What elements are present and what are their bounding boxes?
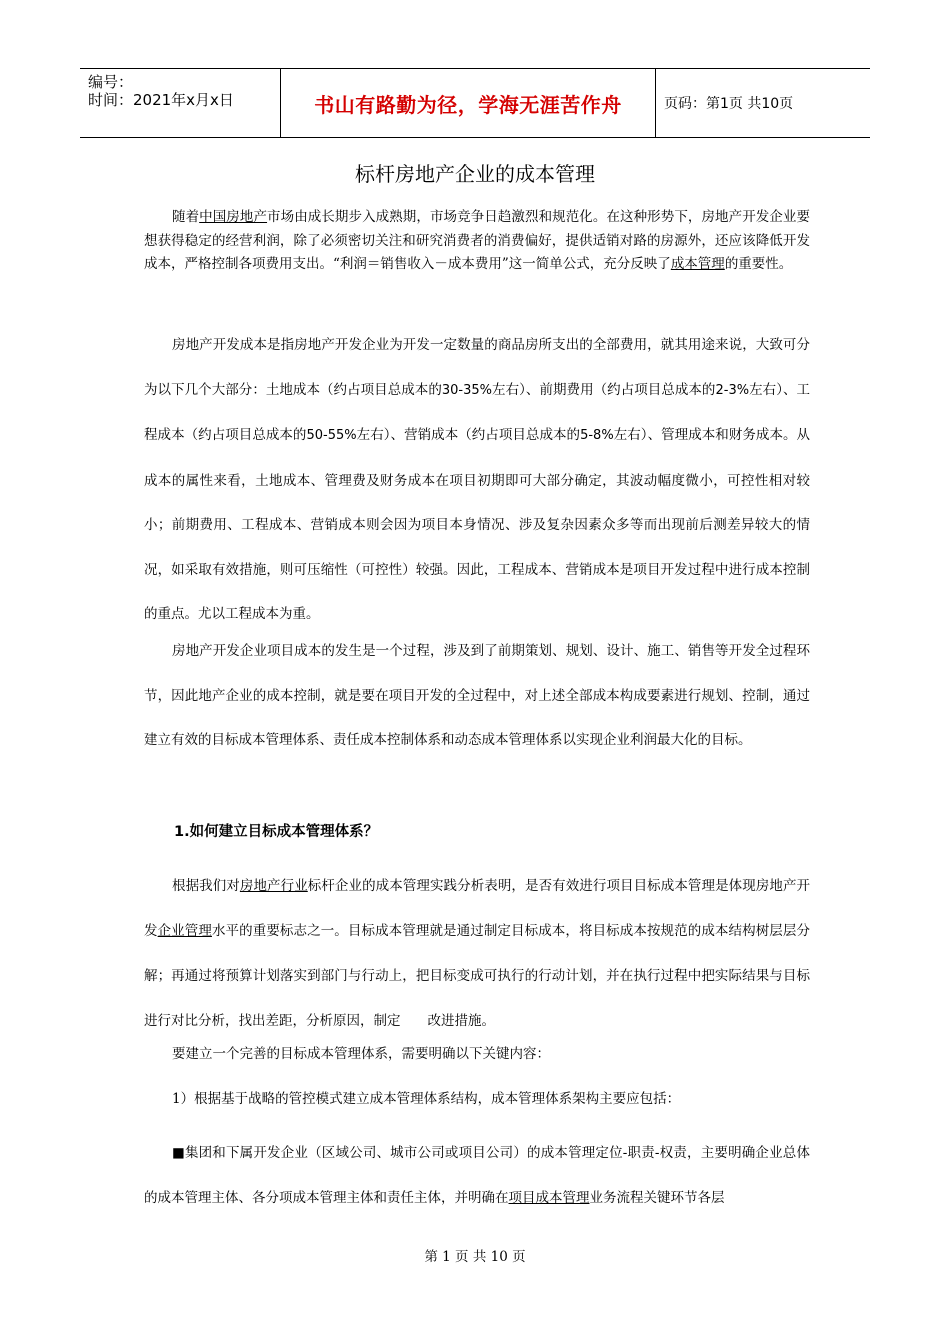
paragraph-target-cost xyxy=(144,864,810,1044)
link-cost-management[interactable]: 成本管理 xyxy=(670,256,725,272)
section-heading-1: 1.如何建立目标成本管理体系？ xyxy=(174,824,379,840)
percent-marketing: 5-8% xyxy=(580,428,614,443)
text-run: 水平的重要标志之一。目标成本管理就是通过制定目标成本，将目标成本按规范的成本结构树层层分解；再通过将预算计划落实到部门与行动上，把目标变成可执行的行动计划，并在执行过程中把实际结果与目标进行对比分析，找出差距，分析原因，制定 改进措施。 xyxy=(144,923,810,1029)
text-run: ■集团和下属开发企业（区域公司、城市公司或项目公司）的成本管理定位-职责-权责，主要明确企业总体的成本管理主体、各分项成本管理主体和责任主体，并明确在 xyxy=(144,1145,810,1206)
paragraph-cost-composition xyxy=(144,323,810,637)
link-real-estate-industry[interactable]: 房地产行业 xyxy=(239,878,308,894)
document-title: 标杆房地产企业的成本管理 xyxy=(355,162,595,186)
text-run: 房地产开发成本是指房地产开发企业为开发一定数量的商品房所支出的全部费用，就其用途来说，大致可分为以下几个大部分：土地成本（约占项目总成本的 xyxy=(144,337,810,398)
paragraph-key-content: 要建立一个完善的目标成本管理体系，需要明确以下关键内容： xyxy=(172,1046,550,1062)
link-enterprise-management[interactable]: 企业管理 xyxy=(157,923,212,939)
percent-preliminary: 2-3% xyxy=(715,382,750,398)
motto-cell xyxy=(281,69,656,137)
time-label: 时间：2021年x月x日 xyxy=(88,91,234,109)
text-run: 根据我们对 xyxy=(172,878,240,894)
percent-engineering: 50-55% xyxy=(306,428,357,443)
text-run: 左右）、管理成本和财务成本。从成本的属性来看，土地成本、管理费及财务成本在项目初期即可大部分确定，其波动幅度微小，可控性相对较小；前期费用、工程成本、营销成本则会因为项目本身情况、涉及复杂因素众多等而出现前后测差异较大的情况，如采取有效措施，则可压缩性（可控性）较强。因此，工程成本、营销成本是项目开发过程中进行成本控制的重点。尤以工程成本为重。 xyxy=(144,427,811,622)
page-footer: 第 1 页 共 10 页 xyxy=(424,1249,526,1265)
text-run: 的重要性。 xyxy=(724,256,793,272)
motto-text: 书山有路勤为径，学海无涯苦作舟 xyxy=(314,92,622,117)
number-label: 编号： xyxy=(88,73,134,91)
header-meta-cell xyxy=(80,69,281,137)
link-project-cost-management[interactable]: 项目成本管理 xyxy=(508,1190,590,1206)
text-run: 左右）、前期费用（约占项目总成本的 xyxy=(492,381,716,398)
page-info-text: 页码：第1页 共10页 xyxy=(664,96,794,112)
text-run: 市场由成长期步入成熟期，市场竞争日趋激烈和规范化。在这种形势下，房地产开发企业要想获得稳定的经营利润，除了必须密切关注和研究消费者的消费偏好，提供适销对路的房源外，还应该降低开发成本，严格控制各项费用支出。“利润＝销售收入－成本费用”这一简单公式，充分反映了 xyxy=(144,209,811,272)
paragraph-intro xyxy=(144,206,810,277)
text-run: 左右）、工程成本（约占项目总成本的 xyxy=(144,381,811,443)
text-run: 标杆企业的成本管理实践分析表明，是否有效进行项目目标成本管理是体现房地产开发 xyxy=(144,878,811,939)
text-run: 业务流程关键环节各层 xyxy=(589,1190,725,1206)
document-header-table xyxy=(80,68,870,138)
link-china-real-estate[interactable]: 中国房地产 xyxy=(199,209,268,225)
paragraph-bullet-group xyxy=(144,1131,810,1221)
paragraph-cost-process: 房地产开发企业项目成本的发生是一个过程，涉及到了前期策划、规划、设计、施工、销售等开发全过程环节，因此地产企业的成本控制，就是要在项目开发的全过程中，对上述全部成本构成要素进行规划、控制，通过建立有效的目标成本管理体系、责任成本控制体系和动态成本管理体系以实现企业利润最大化的目标。 xyxy=(144,643,810,748)
page-info-cell xyxy=(656,69,870,137)
percent-land: 30-35% xyxy=(441,382,493,398)
text-run: 随着 xyxy=(172,209,200,225)
text-run: 左右）、营销成本（约占项目总成本的 xyxy=(356,427,581,443)
paragraph-item-1: 1）根据基于战略的管控模式建立成本管理体系结构，成本管理体系架构主要应包括： xyxy=(172,1091,681,1107)
